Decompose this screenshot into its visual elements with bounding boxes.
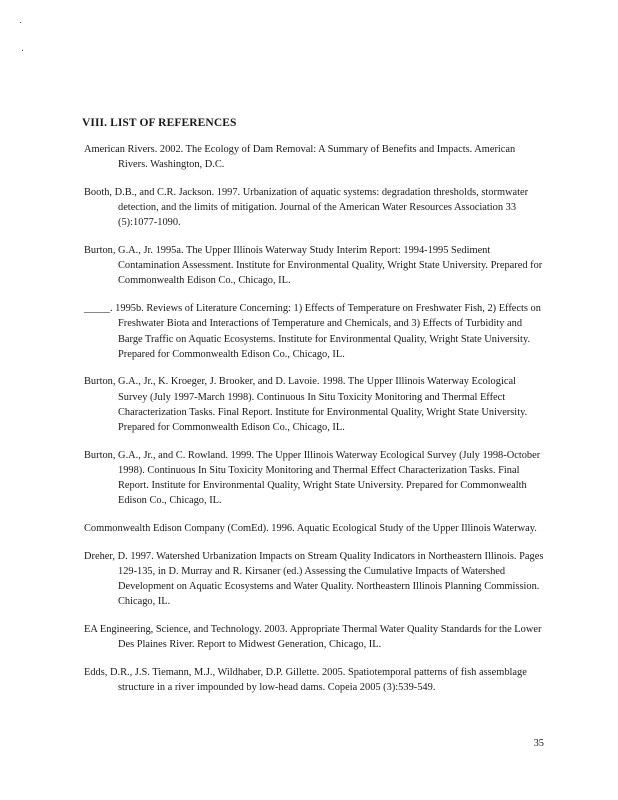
reference-entry: Edds, D.R., J.S. Tiemann, M.J., Wildhaber, D.P. Gillette. 2005. Spatiotemporal patterns of fish assemblage structure in a river impounded by low-head dams. Copeia 2005 (3):539-549.	[84, 666, 527, 694]
reference-entry: _____. 1995b. Reviews of Literature Concerning: 1) Effects of Temperature on Freshwater Fish, 2) Effects on Freshwater Biota and Interactions of Temperature and Chemicals, and 3) Effects of Turbidity and Barge Traffic on Aquatic Ecosystems. Institute for Environmental Quality, Wright State University. Prepared for Commonwealth Edison Co., Chicago, IL.	[84, 303, 541, 360]
reference-entry: Commonwealth Edison Company (ComEd). 1996. Aquatic Ecological Study of the Upper Illinois Waterway.	[84, 523, 537, 535]
section-heading: VIII. LIST OF REFERENCES	[82, 117, 237, 129]
reference-entry: Burton, G.A., Jr., and C. Rowland. 1999. The Upper Illinois Waterway Ecological Survey (July 1998-October 1998). Continuous In Situ Toxicity Monitoring and Thermal Effect Characterization Tasks. Final Report. Institute for Environmental Quality, Wright State University. Prepared for Commonwealth Edison Co., Chicago, IL.	[84, 449, 541, 507]
page-number: 35	[533, 738, 544, 749]
reference-list	[84, 142, 544, 708]
reference-entry: Burton, G.A., Jr., K. Kroeger, J. Brooker, and D. Lavoie. 1998. The Upper Illinois Waterway Ecological Survey (July 1997-March 1998). Continuous In Situ Toxicity Monitoring and Thermal Effect Characterization Tasks. Final Report. Institute for Environmental Quality, Wright State University. Prepared for Commonwealth Edison Co., Chicago, IL.	[84, 376, 528, 434]
scan-speck	[22, 50, 23, 51]
reference-entry: Burton, G.A., Jr. 1995a. The Upper Illinois Waterway Study Interim Report: 1994-1995 Sediment Contamination Assessment. Institute for Environmental Quality, Wright State University. Prepared for Commonwealth Edison Co., Chicago, IL.	[84, 245, 543, 287]
reference-entry: EA Engineering, Science, and Technology. 2003. Appropriate Thermal Water Quality Standards for the Lower Des Plaines River. Report to Midwest Generation, Chicago, IL.	[84, 624, 542, 651]
reference-entry: Booth, D.B., and C.R. Jackson. 1997. Urbanization of aquatic systems: degradation thresholds, stormwater detection, and the limits of mitigation. Journal of the American Water Resources Association 33 (5):1077-1090.	[84, 186, 529, 229]
reference-entry: American Rivers. 2002. The Ecology of Dam Removal: A Summary of Benefits and Impacts. American Rivers. Washington, D.C.	[84, 144, 516, 171]
reference-entry: Dreher, D. 1997. Watershed Urbanization Impacts on Stream Quality Indicators in Northeastern Illinois. Pages 129-135, in D. Murray and R. Kirsaner (ed.) Assessing the Cumulative Impacts of Watershed Development on Aquatic Ecosystems and Water Quality. Northeastern Illinois Planning Commission. Chicago, IL.	[84, 550, 544, 608]
scan-speck	[20, 22, 21, 23]
